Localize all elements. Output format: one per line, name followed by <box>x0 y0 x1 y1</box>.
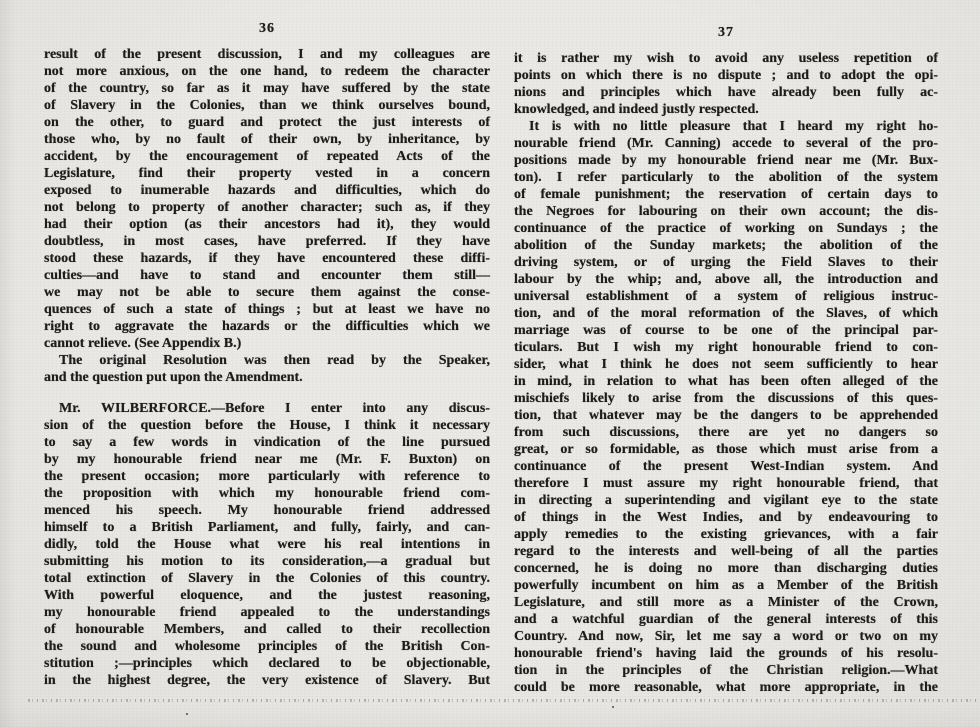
scan-speck <box>612 706 614 708</box>
text-line: not more anxious, on the one hand, to redeem the character <box>44 64 490 79</box>
text-line: Legislature, and still more as a Minister of the Crown, <box>514 595 938 610</box>
text-line: of female punishment; the reservation of certain days to <box>514 187 938 202</box>
text-line: nourable friend (Mr. Canning) accede to several of the pro- <box>514 136 938 151</box>
text-line: sider, what I think he does not seem sufficiently to hear <box>514 357 938 372</box>
text-line: Country. And now, Sir, let me say a word or two on my <box>514 629 938 644</box>
text-line: didly, told the House what were his real intentions in <box>44 537 490 552</box>
text-line: cannot relieve. (See Appendix B.) <box>44 336 242 351</box>
text-line: great, or so formidable, as those which must arise from a <box>514 442 938 457</box>
text-line: With powerful eloquence, and the justest reasoning, <box>44 588 490 603</box>
text-line: in directing a superintending and vigilant eye to the state <box>514 493 938 508</box>
text-line: mischiefs likely to arise from the discussions of this ques- <box>514 391 938 406</box>
text-line: result of the present discussion, I and my colleagues are <box>44 47 490 62</box>
text-line: of honourable Members, and called to their recollection <box>44 622 490 637</box>
text-line: abolition of the Sunday markets; the abolition of the <box>514 238 938 253</box>
text-line: in the highest degree, the very existence of Slavery. But <box>44 673 490 688</box>
text-line: himself to a British Parliament, and fully, fairly, and can- <box>44 520 490 535</box>
text-line: apply remedies to the existing grievances, with a fair <box>514 527 938 542</box>
text-line: concerned, he is doing no more than discharging duties <box>514 561 938 576</box>
text-line: continuance of the present West-Indian system. And <box>514 459 938 474</box>
text-line: we may not be able to secure them against the conse- <box>44 285 490 300</box>
paragraph <box>44 400 490 689</box>
page-37 <box>514 24 938 696</box>
text-line: positions made by my honourable friend near me (Mr. Bux- <box>514 153 938 168</box>
text-line: of things in the West Indies, and by endeavouring to <box>514 510 938 525</box>
scan-speck <box>186 713 188 715</box>
page-number: 37 <box>718 25 734 40</box>
text-line: in mind, in relation to what has been often alleged of the <box>514 374 938 389</box>
text-line: those who, by no fault of their own, by inheritance, by <box>44 132 490 147</box>
page-number: 36 <box>259 21 275 36</box>
text-line: tion, and of the moral reformation of the Slaves, of which <box>514 306 938 321</box>
text-line: from such discussions, there are yet no dangers so <box>514 425 938 440</box>
text-line: culties—and have to stand and encounter them still— <box>44 268 490 283</box>
text-line: The original Resolution was then read by the Speaker, <box>59 353 490 368</box>
page-body <box>44 46 490 689</box>
text-line: could be more reasonable, what more appropriate, in the <box>514 680 938 695</box>
text-line: Legislature, find their property vested in a concern <box>44 166 490 181</box>
text-line: had their option (as their ancestors had it), they would <box>44 217 490 232</box>
text-line: not belong to property of another character; such as, if they <box>44 200 490 215</box>
text-line: regard to the interests and well-being of all the parties <box>514 544 938 559</box>
text-line: exposed to inumerable hazards and difficulties, which do <box>44 183 490 198</box>
text-line: Mr. WILBERFORCE.—Before I enter into any discus- <box>59 401 490 416</box>
text-line: accident, by the encouragement of repeated Acts of the <box>44 149 490 164</box>
text-line: points on which there is no dispute ; and to adopt the opi- <box>514 68 938 83</box>
text-line: marriage was of course to be one of the principal par- <box>514 323 938 338</box>
text-line: the present occasion; more particularly with reference to <box>44 469 490 484</box>
text-line: quences of such a state of things ; but at least we have no <box>44 302 490 317</box>
paragraph <box>44 46 490 352</box>
text-line: tion in the principles of the Christian religion.—What <box>514 663 938 678</box>
text-line: of Slavery in the Colonies, than we think ourselves bound, <box>44 98 490 113</box>
text-line: ton). I refer particularly to the abolition of the system <box>514 170 938 185</box>
text-line: therefore I must assure my right honourable friend, that <box>514 476 938 491</box>
text-line: to say a few words in vindication of the line pursued <box>44 435 490 450</box>
text-line: menced his speech. My honourable friend addressed <box>44 503 490 518</box>
scan-artifact-line <box>28 699 978 702</box>
text-line: it is rather my wish to avoid any useless repetition of <box>514 51 938 66</box>
text-line: stood these hazards, if they have encountered these diffi- <box>44 251 490 266</box>
text-line: of the country, so far as it may have suffered by the state <box>44 81 490 96</box>
text-line: knowledged, and indeed justly respected. <box>514 102 759 117</box>
page-body <box>514 50 938 696</box>
text-line: by my honourable friend near me (Mr. F. Buxton) on <box>44 452 490 467</box>
paragraph <box>514 50 938 118</box>
text-line: my honourable friend appealed to the understandings <box>44 605 490 620</box>
text-line: honourable friend's having laid the grounds of his resolu- <box>514 646 938 661</box>
text-line: right to aggravate the hazards or the difficulties which we <box>44 319 490 334</box>
text-line: It is with no little pleasure that I heard my right ho- <box>529 119 938 134</box>
text-line: universal establishment of a system of religious instruc- <box>514 289 938 304</box>
page-36 <box>44 20 490 689</box>
text-line: driving system, or of urging the Field Slaves to their <box>514 255 938 270</box>
text-line: the proposition with which my honourable friend com- <box>44 486 490 501</box>
text-line: powerfully incumbent on him as a Member of the British <box>514 578 938 593</box>
text-line: sion of the question before the House, I think it necessary <box>44 418 490 433</box>
paragraph <box>514 118 938 696</box>
text-line: labour by the whip; and, above all, the introduction and <box>514 272 938 287</box>
text-line: the Negroes for labouring on their own account; the dis- <box>514 204 938 219</box>
text-line: stitution ;—principles which declared to be objectionable, <box>44 656 490 671</box>
text-line: continuance of the practice of working on Sundays ; the <box>514 221 938 236</box>
text-line: doubtless, in most cases, have preferred. If they have <box>44 234 490 249</box>
text-line: and the question put upon the Amendment. <box>44 370 303 385</box>
text-line: and a watchful guardian of the general interests of this <box>514 612 938 627</box>
text-line: tion, that whatever may be the dangers to be apprehended <box>514 408 938 423</box>
text-line: ticulars. But I wish my right honourable friend to con- <box>514 340 938 355</box>
text-line: total extinction of Slavery in the Colonies of this country. <box>44 571 490 586</box>
text-line: on the other, to guard and protect the just interests of <box>44 115 490 130</box>
paragraph <box>44 352 490 386</box>
text-line: submitting his motion to its consideration,—a gradual but <box>44 554 490 569</box>
text-line: the sound and wholesome principles of the British Con- <box>44 639 490 654</box>
text-line: nions and principles which have already been fully ac- <box>514 85 938 100</box>
